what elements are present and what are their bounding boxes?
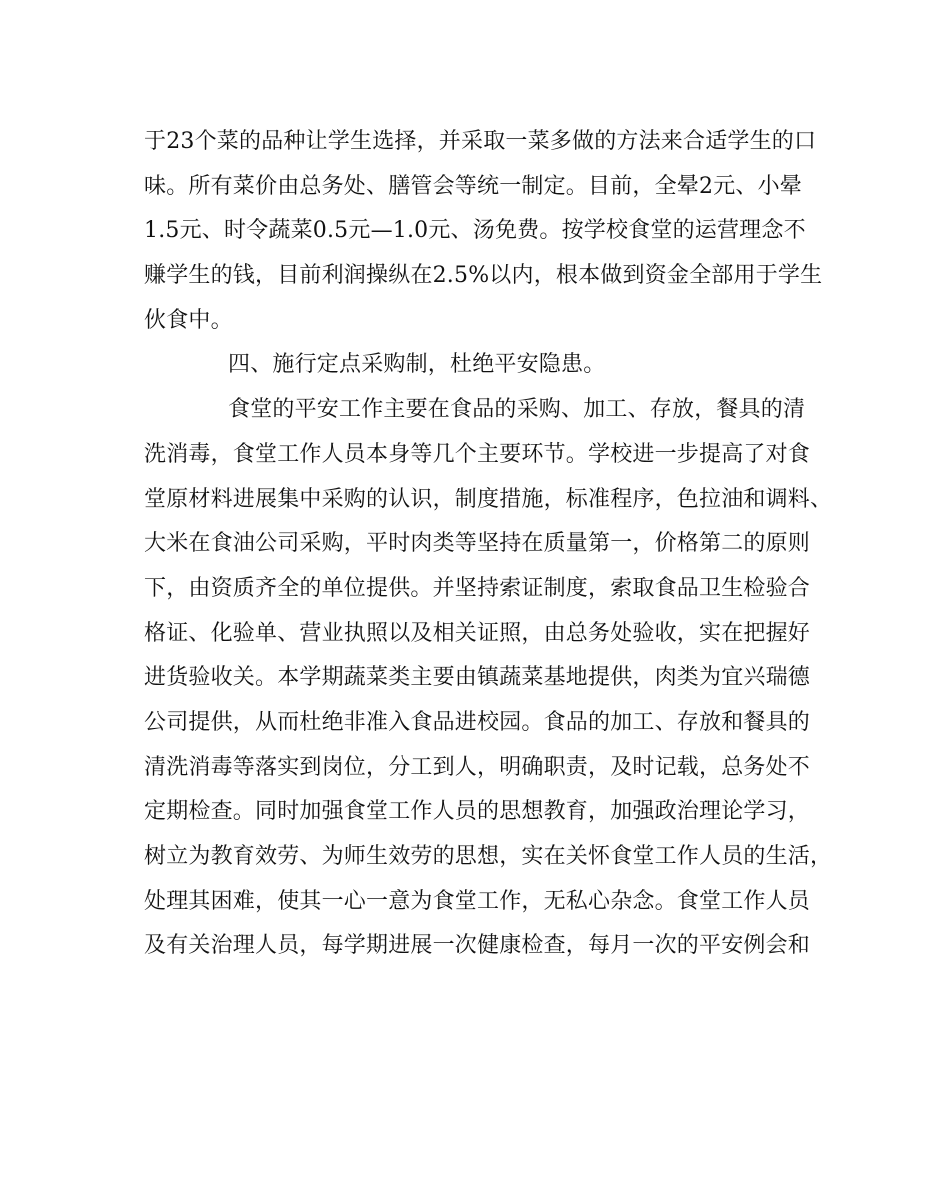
text-line: 及有关治理人员，每学期进展一次健康检查，每月一次的平安例会和 — [144, 933, 811, 959]
text-line: 格证、化验单、营业执照以及相关证照，由总务处验收，实在把握好 — [144, 620, 811, 646]
text-line: 定期检查。同时加强食堂工作人员的思想教育，加强政治理论学习， — [144, 799, 811, 825]
section-heading: 四、施行定点采购制，杜绝平安隐患。 — [228, 352, 606, 378]
text-line: 进货验收关。本学期蔬菜类主要由镇蔬菜基地提供，肉类为宜兴瑞德 — [144, 665, 811, 691]
text-line: 1.5元、时令蔬菜0.5元—1.0元、汤免费。按学校食堂的运营理念不 — [144, 218, 806, 244]
text-line: 大米在食油公司采购，平时肉类等坚持在质量第一，价格第二的原则 — [144, 531, 811, 557]
text-line: 清洗消毒等落实到岗位，分工到人，明确职责，及时记载，总务处不 — [144, 754, 811, 780]
text-line: 公司提供，从而杜绝非准入食品进校园。食品的加工、存放和餐具的 — [144, 709, 811, 735]
document-body — [144, 120, 833, 969]
text-line: 树立为教育效劳、为师生效劳的思想，实在关怀食堂工作人员的生活， — [144, 844, 833, 869]
paragraph-first-line: 食堂的平安工作主要在食品的采购、加工、存放，餐具的清 — [228, 397, 806, 423]
text-line: 处理其困难，使其一心一意为食堂工作，无私心杂念。食堂工作人员 — [144, 888, 811, 914]
text-line: 赚学生的钱，目前利润操纵在2.5%以内，根本做到资金全部用于学生 — [144, 263, 823, 289]
text-line: 味。所有菜价由总务处、膳管会等统一制定。目前，全晕2元、小晕 — [144, 173, 802, 199]
text-line: 于23个菜的品种让学生选择，并采取一菜多做的方法来合适学生的口 — [144, 129, 817, 154]
text-line: 堂原材料进展集中采购的认识，制度措施，标准程序，色拉油和调料、 — [144, 486, 833, 512]
text-line: 伙食中。 — [144, 307, 233, 333]
text-line: 下，由资质齐全的单位提供。并坚持索证制度，索取食品卫生检验合 — [144, 575, 811, 601]
text-line: 洗消毒，食堂工作人员本身等几个主要环节。学校进一步提高了对食 — [144, 441, 811, 467]
